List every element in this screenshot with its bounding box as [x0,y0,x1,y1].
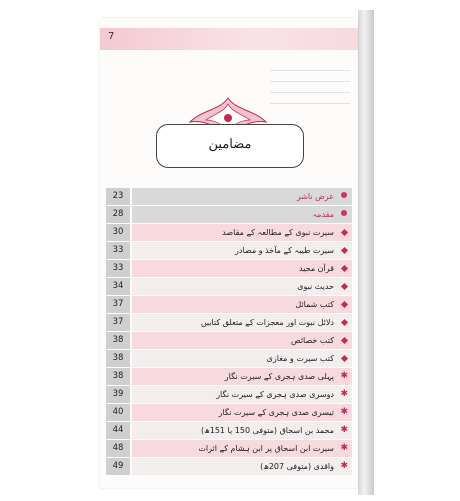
toc-row [106,440,352,457]
toc-entry-title: حدیث نبوی [297,282,334,291]
diamond-bullet-icon [341,283,348,290]
toc-entry-band [132,332,352,349]
toc-entry-band [132,206,352,223]
toc-entry-title: سیرت طیبہ کے مآخذ و مصادر [235,246,334,255]
diamond-bullet-icon [341,247,348,254]
toc-entry-title: محمد بن اسحاق (متوفی 150 یا 151ھ) [201,426,334,435]
diamond-bullet-icon [341,355,348,362]
diamond-bullet-icon [341,319,348,326]
toc-entry-title: تیسری صدی ہجری کے سیرت نگار [218,408,334,417]
toc-row [106,296,352,313]
star-bullet-icon: ✱ [340,425,348,435]
toc-entry-band [132,260,352,277]
toc-row [106,458,352,475]
toc-entry-band [132,386,352,403]
toc-entry-band [132,350,352,367]
toc-row [106,242,352,259]
star-bullet-icon: ✱ [340,389,348,399]
toc-row [106,188,352,205]
circle-bullet-icon [341,192,347,198]
toc-entry-band [132,242,352,259]
toc-entry-title: قرآن مجید [299,264,334,273]
toc-row [106,278,352,295]
show-through-text [270,60,350,130]
toc-row [106,368,352,385]
star-bullet-icon: ✱ [340,461,348,471]
toc-entry-title: دلائل نبوت اور معجزات کے متعلق کتابیں [200,318,334,327]
book-spine [358,10,374,495]
toc-row [106,404,352,421]
toc-page-number: 49 [106,458,130,475]
diamond-bullet-icon [341,337,348,344]
page-number: 7 [108,31,115,42]
toc-page-number: 34 [106,278,130,295]
toc-entry-band [132,314,352,331]
toc-entry-band [132,188,352,205]
toc-entry-band [132,404,352,421]
star-bullet-icon: ✱ [340,443,348,453]
book-page [100,18,358,488]
toc-entry-band [132,440,352,457]
star-bullet-icon: ✱ [340,371,348,381]
toc-page-number: 38 [106,350,130,367]
toc-page-number: 28 [106,206,130,223]
toc-entry-title: سیرت ابن اسحاق پر ابن ہشام کے اثرات [198,444,334,453]
toc-entry-title: پہلی صدی ہجری کے سیرت نگار [224,372,334,381]
toc-row [106,224,352,241]
toc-page-number: 30 [106,224,130,241]
circle-bullet-icon [341,210,347,216]
contents-title-frame [156,124,304,168]
toc-page-number: 33 [106,260,130,277]
contents-title: مضامین [208,137,252,152]
toc-entry-band [132,368,352,385]
toc-entry-band [132,278,352,295]
toc-entry-title: کتب شمائل [295,300,334,309]
toc-entry-band [132,422,352,439]
toc-page-number: 37 [106,314,130,331]
diamond-bullet-icon [341,265,348,272]
toc-row [106,422,352,439]
diamond-bullet-icon [341,301,348,308]
toc-page-number: 38 [106,368,130,385]
toc-entry-band [132,224,352,241]
toc-page-number: 33 [106,242,130,259]
toc-entry-title: کتب سیرت و مغازی [266,354,334,363]
toc-page-number: 48 [106,440,130,457]
toc-entry-title: واقدی (متوفی 207ھ) [260,462,334,471]
toc-row [106,314,352,331]
toc-page-number: 38 [106,332,130,349]
toc-entry-title: عرض ناشر [296,192,334,201]
toc-entry-band [132,296,352,313]
toc-entry-title: کتب خصائص [291,336,334,345]
toc-page-number: 39 [106,386,130,403]
toc-entry-title: دوسری صدی ہجری کے سیرت نگار [216,390,334,399]
toc-entry-title: سیرت نبوی کے مطالعہ کے مقاصد [222,228,334,237]
header-band [100,28,358,50]
toc-page-number: 40 [106,404,130,421]
toc-page-number: 37 [106,296,130,313]
toc-row [106,332,352,349]
toc-page-number: 44 [106,422,130,439]
toc-row [106,260,352,277]
toc-entry-title: مقدمہ [312,210,334,219]
toc-entry-band [132,458,352,475]
toc-row [106,206,352,223]
toc-page-number: 23 [106,188,130,205]
diamond-bullet-icon [341,229,348,236]
toc-row [106,350,352,367]
table-of-contents [106,188,352,476]
star-bullet-icon: ✱ [340,407,348,417]
toc-row [106,386,352,403]
